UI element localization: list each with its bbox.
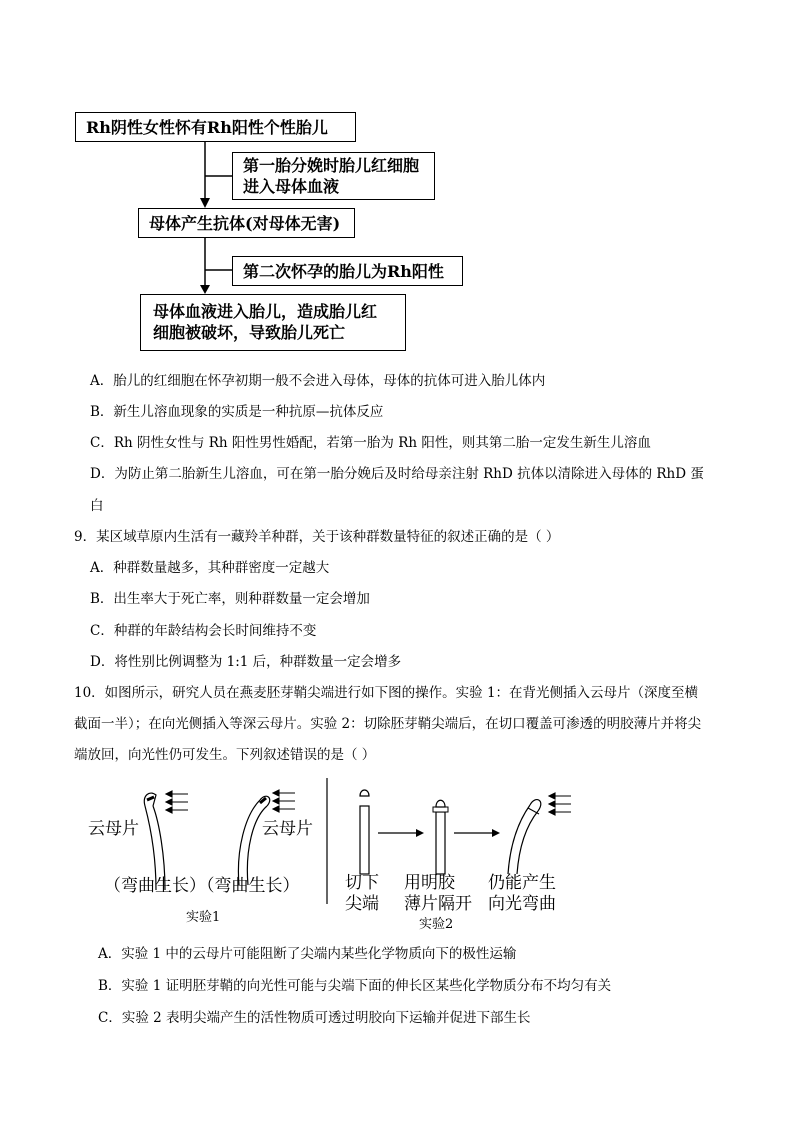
q9-option-d: D．将性别比例调整为 1:1 后，种群数量一定会增多: [90, 654, 402, 670]
flow-box-1-text: Rh阴性女性怀有Rh阳性个性胎儿: [86, 118, 328, 137]
q9-option-a: A．种群数量越多，其种群密度一定越大: [90, 560, 330, 576]
q10-stem-line1: 10．如图所示，研究人员在燕麦胚芽鞘尖端进行如下图的操作。实验 1：在背光侧插入云母片（深度至横: [74, 685, 699, 701]
q8-option-b: B．新生儿溶血现象的实质是一种抗原—抗体反应: [90, 404, 384, 420]
gelatin-label-1: 用明胶: [404, 873, 455, 893]
q8-option-c: C．Rh 阴性女性与 Rh 阳性男性婚配，若第一胎为 Rh 阳性，则其第二胎一定发生新生儿溶血: [90, 435, 651, 451]
flow-box-2-line2: 进入母体血液: [243, 177, 340, 196]
q8-option-d-line2: 白: [90, 498, 104, 514]
experiment-2-caption: 实验2: [419, 917, 454, 932]
q8-option-d-line1: D．为防止第二胎新生儿溶血，可在第一胎分娩后及时给母亲注射 RhD 抗体以清除进入母体的 RhD 蛋: [90, 466, 704, 482]
q9-option-c: C．种群的年龄结构会长时间维持不变: [90, 623, 317, 639]
gelatin-label-2: 薄片隔开: [404, 894, 472, 914]
bend-growth-labels: （弯曲生长）（弯曲生长）: [104, 876, 300, 896]
flow-box-3-text: 母体产生抗体(对母体无害): [149, 214, 341, 233]
q10-option-b: B．实验 1 证明胚芽鞘的向光性可能与尖端下面的伸长区某些化学物质分布不均匀有关: [98, 978, 612, 994]
flow-box-2-line1: 第一胎分娩时胎儿红细胞: [243, 156, 420, 175]
q10-stem-line3: 端放回，向光性仍可发生。下列叙述错误的是（ ）: [74, 747, 376, 763]
still-bend-label-2: 向光弯曲: [488, 894, 556, 914]
q9-option-b: B．出生率大于死亡率，则种群数量一定会增加: [90, 591, 370, 607]
q8-option-a: A．胎儿的红细胞在怀孕初期一般不会进入母体，母体的抗体可进入胎儿体内: [90, 373, 546, 389]
cut-tip-label-2: 尖端: [345, 894, 379, 914]
still-bend-label-1: 仍能产生: [488, 873, 556, 893]
q10-option-a: A．实验 1 中的云母片可能阻断了尖端内某些化学物质向下的极性运输: [98, 946, 517, 962]
flow-box-5-line1: 母体血液进入胎儿，造成胎儿红: [153, 302, 378, 321]
q10-stem-line2: 截面一半）；在向光侧插入等深云母片。实验 2：切除胚芽鞘尖端后，在切口覆盖可渗透的明胶薄片并将尖: [74, 716, 702, 732]
cut-tip-label-1: 切下: [345, 873, 379, 893]
flow-box-4-text: 第二次怀孕的胎儿为Rh阳性: [243, 262, 444, 281]
experiment-1-caption: 实验1: [186, 910, 221, 925]
mica-label-2: 云母片: [262, 819, 313, 839]
mica-label-1: 云母片: [88, 819, 139, 839]
flow-box-5-line2: 细胞被破坏，导致胎儿死亡: [153, 323, 346, 342]
q9-stem: 9．某区域草原内生活有一藏羚羊种群，关于该种群数量特征的叙述正确的是（ ）: [74, 529, 560, 545]
q10-option-c: C．实验 2 表明尖端产生的活性物质可透过明胶向下运输并促进下部生长: [98, 1010, 531, 1026]
